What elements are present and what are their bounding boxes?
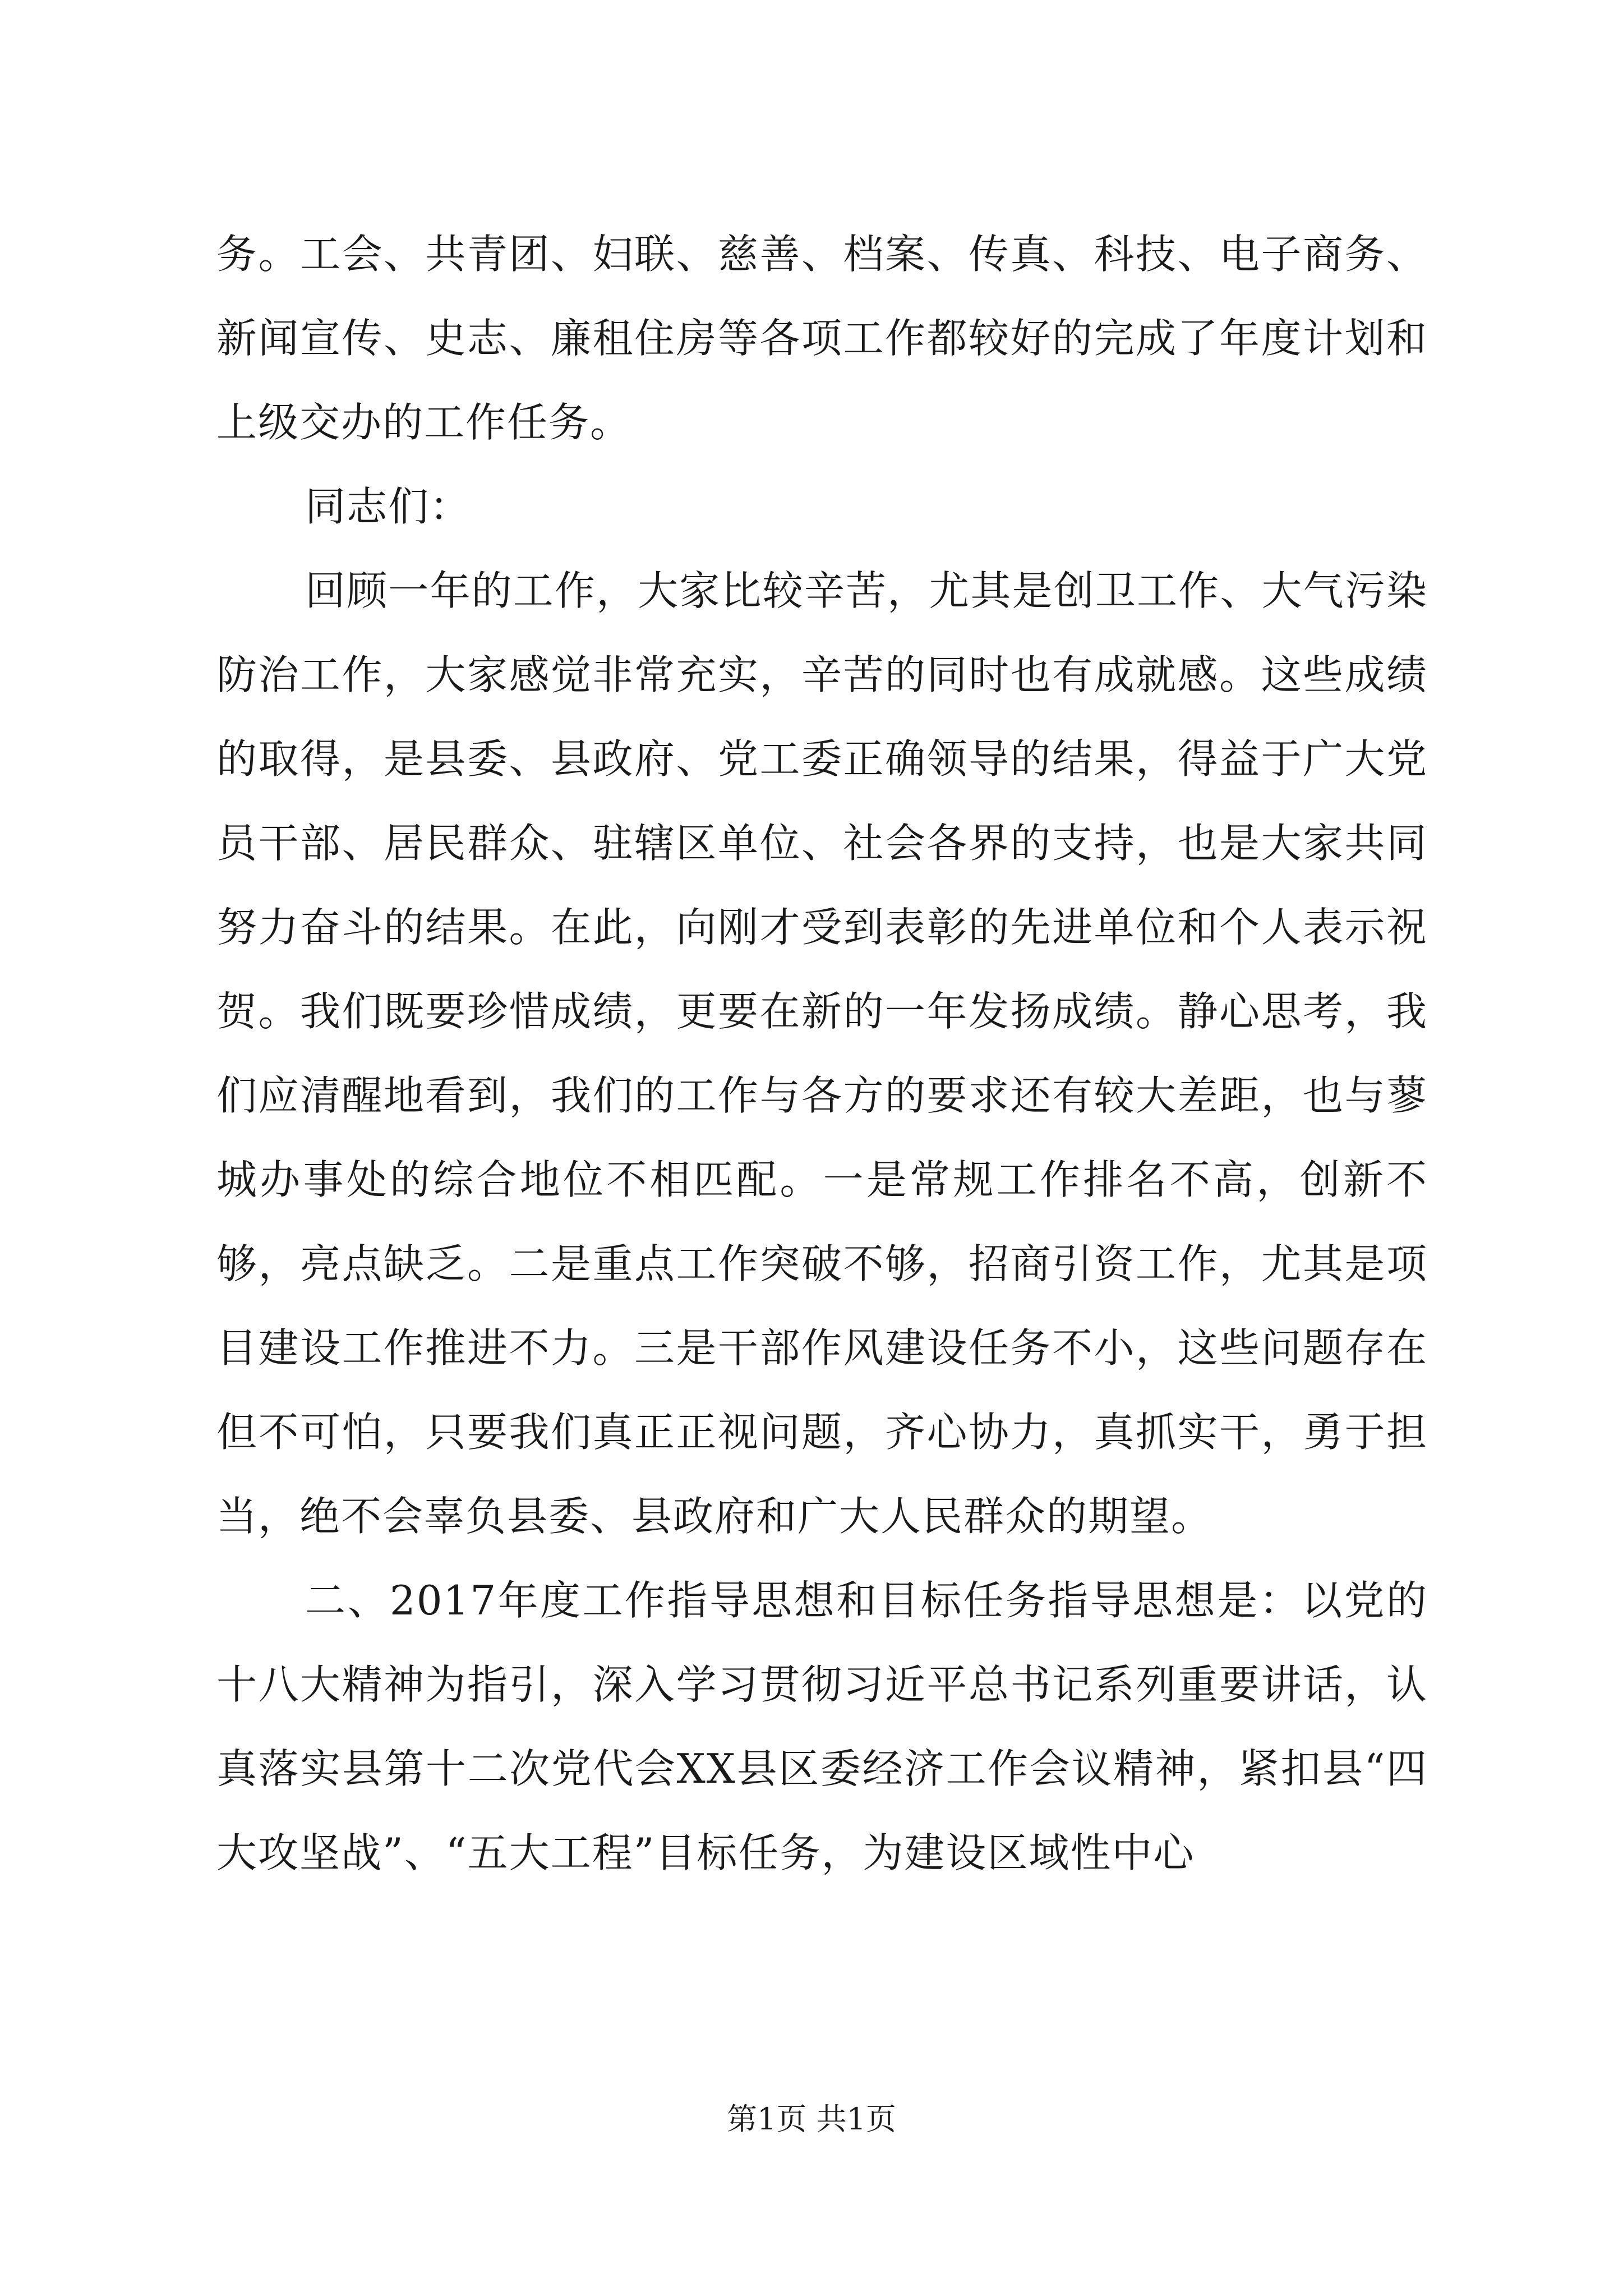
paragraph-salutation: 同志们： xyxy=(305,483,472,530)
paragraph-review: 回顾一年的工作，大家比较辛苦，尤其是创卫工作、大气污染防治工作，大家感觉非常充实，辛苦的同时也有成就感。这些成绩的取得，是县委、县政府、党工委正确领导的结果，得益于广大党员干部、居民群众、驻辖区单位、社会各界的支持，也是大家共同努力奋斗的结果。在此，向刚才受到表彰的先进单位和个人表示祝贺。我们既要珍惜成绩，更要在新的一年发扬成绩。静心思考，我们应清醒地看到，我们的工作与各方的要求还有较大差距，也与蓼城办事处的综合地位不相匹配。一是常规工作排名不高，创新不够，亮点缺乏。二是重点工作突破不够，招商引资工作，尤其是项目建设工作推进不力。三是干部作风建设任务不小，这些问题存在但不可怕，只要我们真正正视问题，齐心协力，真抓实干，勇于担当，绝不会辜负县委、县政府和广大人民群众的期望。 xyxy=(216,567,1428,1540)
paragraph-continuation: 务。工会、共青团、妇联、慈善、档案、传真、科技、电子商务、新闻宣传、史志、廉租住房等各项工作都较好的完成了年度计划和上级交办的工作任务。 xyxy=(216,231,1428,446)
page-footer: 第1页 共1页 xyxy=(727,2101,896,2137)
document-body xyxy=(216,212,1428,1895)
paragraph-guiding-thought: 二、2017年度工作指导思想和目标任务指导思想是：以党的十八大精神为指引，深入学习贯彻习近平总书记系列重要讲话，认真落实县第十二次党代会XX县区委经济工作会议精神，紧扣县“四大攻坚战”、“五大工程”目标任务，为建设区域性中心 xyxy=(216,1577,1428,1876)
